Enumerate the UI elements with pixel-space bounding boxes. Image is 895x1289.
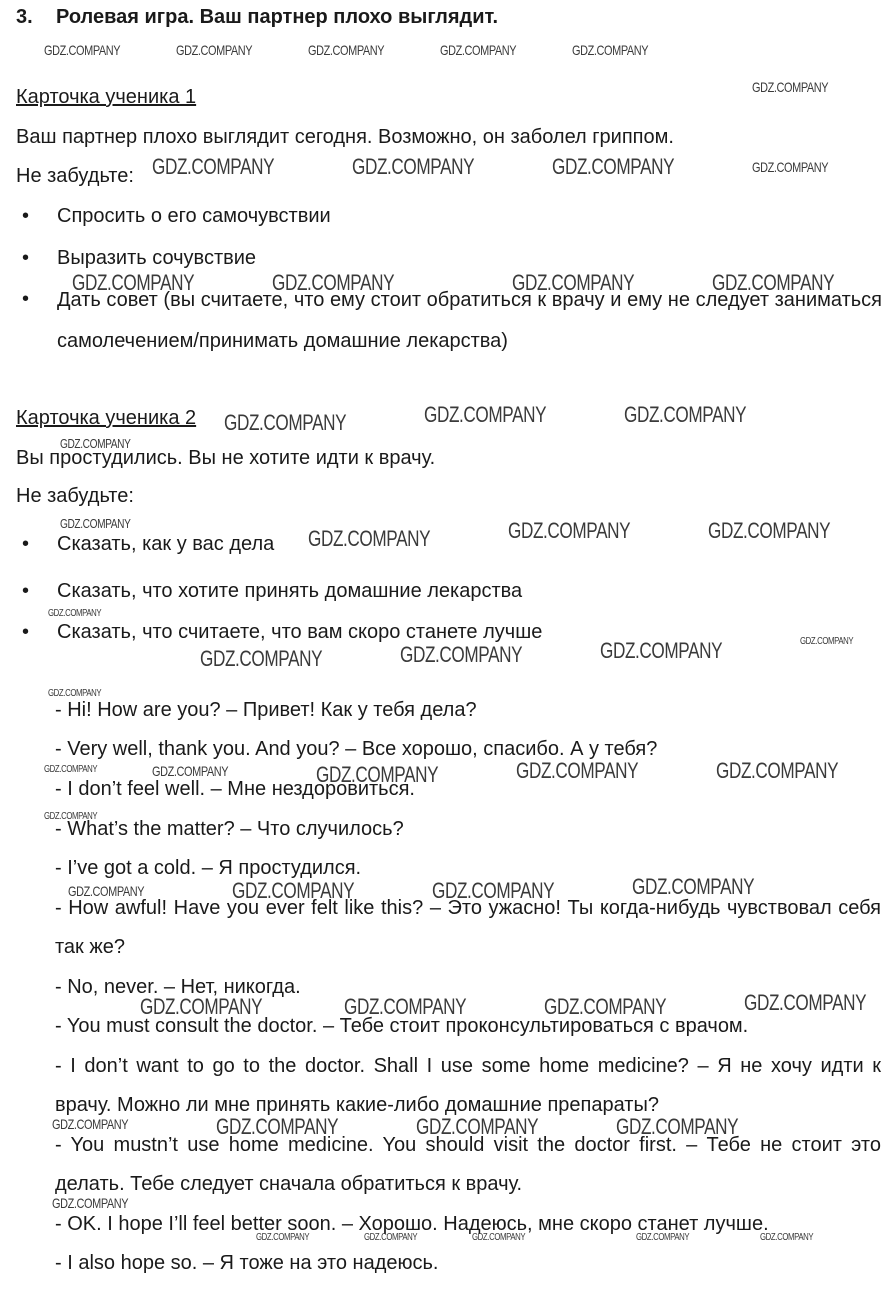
watermark: GDZ.COMPANY [364, 1232, 418, 1243]
card1-heading: Карточка ученика 1 [16, 86, 197, 108]
dialogue-line-9: - I don’t want to go to the doctor. Shall I use some home medicine? – Я не хочу идти к врачу. Можно ли мне принять какие-либо домашние препараты? [55, 1055, 881, 1116]
watermark: GDZ.COMPANY [440, 42, 517, 58]
card1-intro: Ваш партнер плохо выглядит сегодня. Возможно, он заболел гриппом. [16, 126, 674, 148]
watermark: GDZ.COMPANY [572, 42, 649, 58]
bullet-text: Сказать, как у вас дела [57, 533, 275, 555]
watermark: GDZ.COMPANY [352, 154, 475, 179]
watermark: GDZ.COMPANY [232, 878, 355, 903]
watermark: GDZ.COMPANY [140, 994, 263, 1019]
bullet-text: Выразить сочувствие [57, 247, 257, 269]
watermark: GDZ.COMPANY [752, 159, 829, 175]
watermark: GDZ.COMPANY [712, 270, 835, 295]
watermark: GDZ.COMPANY [308, 526, 431, 551]
watermark: GDZ.COMPANY [44, 811, 98, 822]
watermark: GDZ.COMPANY [400, 642, 523, 667]
watermark: GDZ.COMPANY [516, 758, 639, 783]
watermark: GDZ.COMPANY [416, 1114, 539, 1139]
bullet-dot: • [22, 533, 30, 555]
bullet-dot: • [22, 205, 30, 227]
card2-heading: Карточка ученика 2 [16, 407, 197, 429]
exercise-title-text: Ролевая игра. Ваш партнер плохо выглядит. [56, 6, 499, 28]
watermark: GDZ.COMPANY [48, 688, 102, 699]
watermark: GDZ.COMPANY [344, 994, 467, 1019]
watermark: GDZ.COMPANY [508, 518, 631, 543]
watermark: GDZ.COMPANY [432, 878, 555, 903]
dialogue-line-12: - I also hope so. – Я тоже на это надеюсь. [55, 1252, 439, 1274]
exercise-title [16, 6, 498, 29]
watermark: GDZ.COMPANY [152, 763, 229, 779]
bullet-dot: • [22, 580, 30, 602]
dialogue-line-1: - Hi! How are you? – Привет! Как у тебя дела? [55, 699, 477, 721]
watermark: GDZ.COMPANY [44, 42, 121, 58]
watermark: GDZ.COMPANY [716, 758, 839, 783]
watermark: GDZ.COMPANY [600, 638, 723, 663]
watermark: GDZ.COMPANY [544, 994, 667, 1019]
bullet-dot: • [22, 621, 30, 643]
watermark: GDZ.COMPANY [616, 1114, 739, 1139]
watermark: GDZ.COMPANY [800, 636, 854, 647]
watermark: GDZ.COMPANY [624, 402, 747, 427]
watermark: GDZ.COMPANY [52, 1195, 129, 1211]
dialogue-line-5: - I’ve got a cold. – Я простудился. [55, 857, 362, 879]
dialogue-line-4: - What’s the matter? – Что случилось? [55, 818, 404, 840]
watermark: GDZ.COMPANY [60, 436, 131, 451]
bullet-text: Сказать, что хотите принять домашние лекарства [57, 580, 523, 602]
bullet-dot: • [22, 247, 30, 269]
dialogue-line-3: - I don’t feel well. – Мне нездоровиться. [55, 778, 415, 800]
watermark: GDZ.COMPANY [176, 42, 253, 58]
dialogue-line-6: - How awful! Have you ever felt like this? – Это ужасно! Ты когда-нибудь чувствовал себя так же? [55, 897, 881, 958]
watermark: GDZ.COMPANY [472, 1232, 526, 1243]
dialogue-line-10: - You mustn’t use home medicine. You should visit the doctor first. – Тебе не стоит это делать. Тебе следует сначала обратиться к врачу. [55, 1134, 881, 1195]
dialogue-line-7: - No, never. – Нет, никогда. [55, 976, 301, 998]
bullet-text: Сказать, что считаете, что вам скоро станете лучше [57, 621, 543, 643]
dialogue-line-8: - You must consult the doctor. – Тебе стоит проконсультироваться с врачом. [55, 1015, 749, 1037]
watermark: GDZ.COMPANY [512, 270, 635, 295]
card2-intro: Вы простудились. Вы не хотите идти к врачу. [16, 447, 436, 469]
watermark: GDZ.COMPANY [636, 1232, 690, 1243]
watermark: GDZ.COMPANY [752, 79, 829, 95]
watermark: GDZ.COMPANY [224, 410, 347, 435]
bullet-text: Дать совет (вы считаете, что ему стоит обратиться к врачу и ему не следует заниматься самолечением/принимать домашние лекарства) [57, 289, 882, 352]
watermark: GDZ.COMPANY [48, 608, 102, 619]
watermark: GDZ.COMPANY [760, 1232, 814, 1243]
bullet-text: Спросить о его самочувствии [57, 205, 331, 227]
watermark: GDZ.COMPANY [272, 270, 395, 295]
exercise-number: 3. [16, 6, 33, 28]
watermark: GDZ.COMPANY [744, 990, 867, 1015]
watermark: GDZ.COMPANY [60, 516, 131, 531]
watermark: GDZ.COMPANY [72, 270, 195, 295]
watermark: GDZ.COMPANY [308, 42, 385, 58]
watermark: GDZ.COMPANY [152, 154, 275, 179]
watermark: GDZ.COMPANY [708, 518, 831, 543]
watermark: GDZ.COMPANY [68, 883, 145, 899]
watermark: GDZ.COMPANY [424, 402, 547, 427]
dialogue-line-11: - OK. I hope I’ll feel better soon. – Хорошо. Надеюсь, мне скоро станет лучше. [55, 1213, 769, 1235]
watermark: GDZ.COMPANY [552, 154, 675, 179]
watermark: GDZ.COMPANY [200, 646, 323, 671]
card1-remember: Не забудьте: [16, 165, 134, 187]
watermark: GDZ.COMPANY [52, 1116, 129, 1132]
card2-remember: Не забудьте: [16, 485, 134, 507]
watermark: GDZ.COMPANY [256, 1232, 310, 1243]
watermark: GDZ.COMPANY [216, 1114, 339, 1139]
bullet-dot: • [22, 288, 30, 310]
watermark: GDZ.COMPANY [632, 874, 755, 899]
dialogue-line-2: - Very well, thank you. And you? – Все хорошо, спасибо. А у тебя? [55, 738, 658, 760]
watermark: GDZ.COMPANY [316, 762, 439, 787]
watermark: GDZ.COMPANY [44, 764, 98, 775]
